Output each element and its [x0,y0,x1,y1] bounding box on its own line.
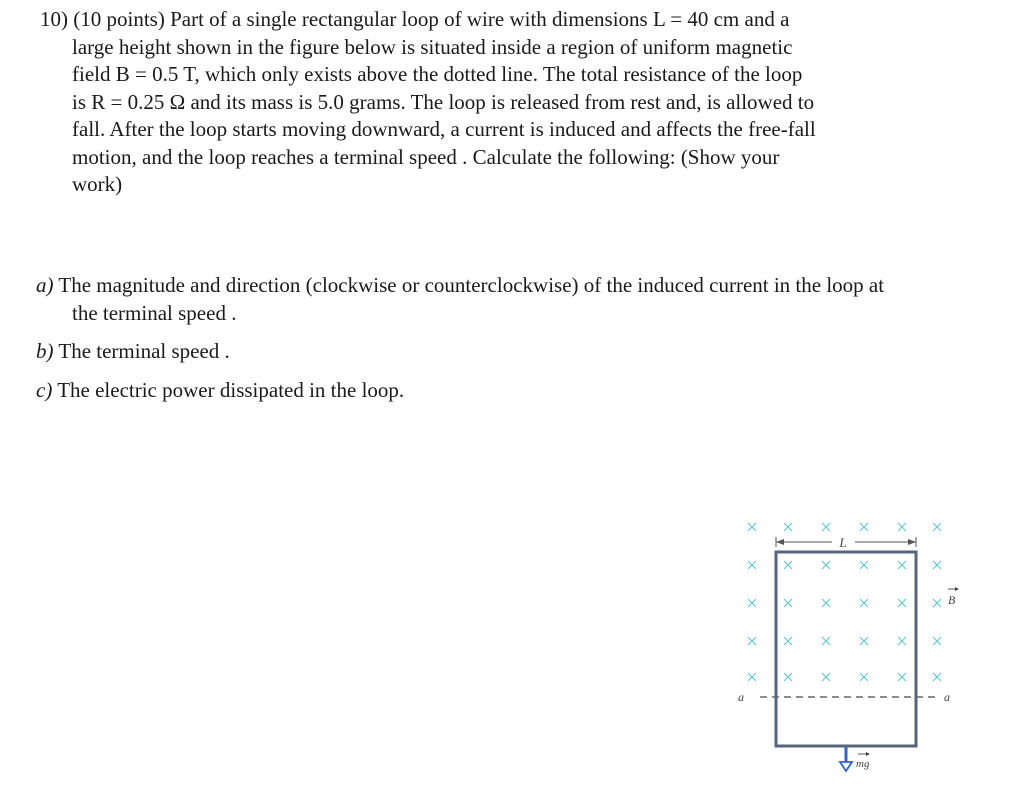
width-dimension [776,535,916,550]
field-x-icon [860,637,868,645]
loop-figure [712,505,982,785]
force-arrowhead-icon [840,762,852,771]
part-letter: a) [36,273,54,297]
dimension-arrow-left-icon [776,539,784,545]
problem-line: large height shown in the figure below is situated inside a region of uniform magnetic [72,34,793,59]
field-x-icon [748,523,756,531]
wire-loop [776,552,916,746]
field-x-icon [822,599,830,607]
vector-arrowhead-icon [955,587,959,591]
field-x-icon [784,599,792,607]
problem-statement [40,6,920,199]
width-label: L [839,535,847,550]
problem-line: 10) (10 points) Part of a single rectangular loop of wire with dimensions L = 40 cm and a [40,7,790,31]
field-x-icon [748,637,756,645]
loop-diagram [712,505,982,785]
field-x-icon [784,561,792,569]
field-x-icon [822,637,830,645]
field-label [948,587,959,607]
field-x-icon [748,673,756,681]
weight-force [840,747,870,771]
boundary-label-right: a [944,690,950,704]
problem-line: work) [72,172,123,196]
field-x-icon [898,561,906,569]
field-x-icon [933,637,941,645]
field-x-icon [860,673,868,681]
part-text: The terminal speed . [58,339,230,363]
field-x-icon [748,599,756,607]
field-x-icon [933,523,941,531]
part-text: the terminal speed . [72,300,237,325]
vector-arrowhead-icon [866,752,870,756]
field-x-icon [784,637,792,645]
problem-line: fall. After the loop starts moving downward, a current is induced and affects the free-fall [72,117,816,141]
field-x-icon [933,561,941,569]
field-x-icon [898,599,906,607]
question-parts [36,272,1006,415]
part-text: The electric power dissipated in the loop. [57,377,405,402]
field-x-icon [898,673,906,681]
field-x-icon [860,523,868,531]
field-x-icon [860,561,868,569]
field-x-icon [784,523,792,531]
field-x-icon [748,561,756,569]
part-a [36,272,1006,327]
field-x-icon [933,599,941,607]
field-x-icon [898,637,906,645]
field-x-icon [822,523,830,531]
field-symbol: B [948,593,956,607]
problem-line: motion, and the loop reaches a terminal speed . Calculate the following: (Show your [72,144,780,169]
problem-line: is R = 0.25 Ω and its mass is 5.0 grams. The loop is released from rest and, is allowed to [72,89,815,114]
part-letter: b) [36,339,54,363]
part-c [36,377,1006,405]
dimension-arrow-right-icon [908,539,916,545]
field-x-icon [860,599,868,607]
problem-line: field B = 0.5 T, which only exists above the dotted line. The total resistance of the loop [72,62,803,86]
field-x-icon [822,673,830,681]
boundary-label-left: a [738,690,744,704]
field-x-icon [933,673,941,681]
force-label: mg [856,758,870,770]
part-letter: c) [36,377,53,402]
part-b [36,338,1006,366]
field-x-icon [898,523,906,531]
part-text: The magnitude and direction (clockwise or counterclockwise) of the induced current in the loop at [58,273,885,297]
field-x-icon [822,561,830,569]
field-x-icon [784,673,792,681]
